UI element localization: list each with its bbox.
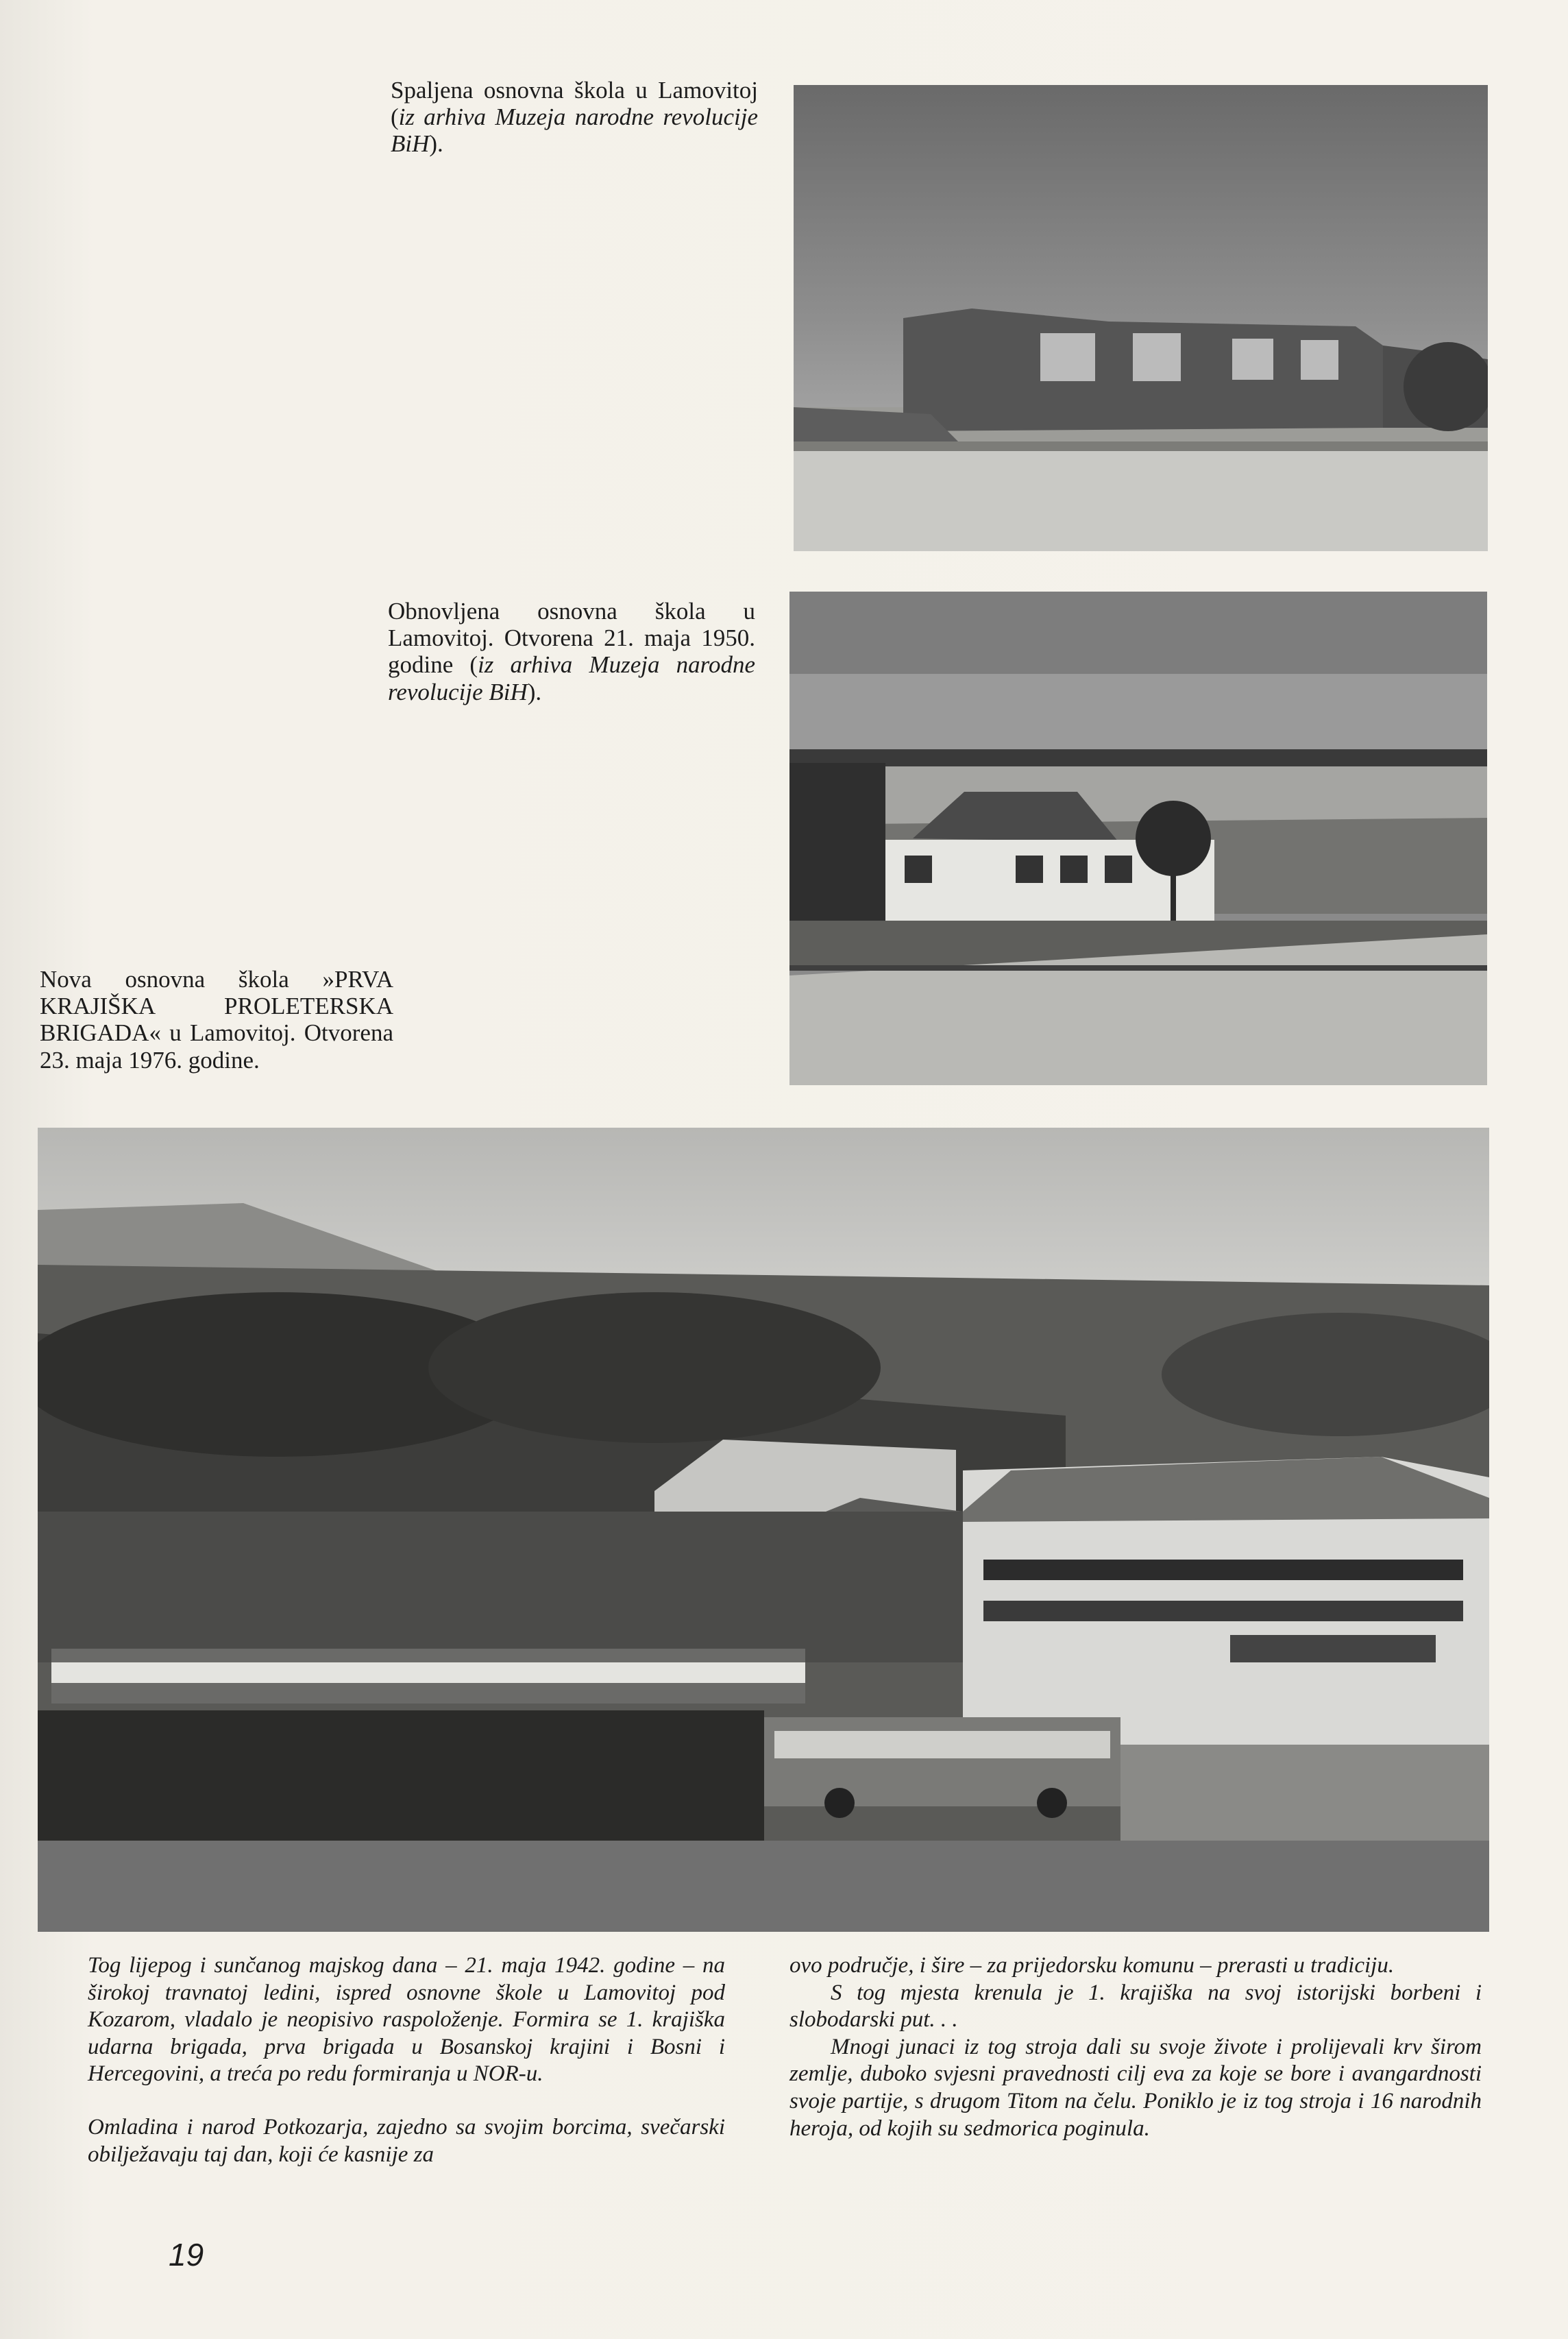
- photo-new-school: [38, 1128, 1489, 1932]
- body-column-left: [88, 1952, 725, 2168]
- caption-text: Obnovljena osnovna škola u Lamovitoj. Otvorena 21. maja 1950. godine (: [388, 598, 755, 679]
- paragraph: S tog mjesta krenula je 1. krajiška na svoj istorijski borbeni i slobodarski put. . .: [789, 1980, 1482, 2033]
- caption-end: ).: [429, 130, 443, 158]
- caption-rebuilt-school: [388, 598, 755, 705]
- caption-source: iz arhiva Muzeja narodne revolucije BiH: [391, 104, 758, 158]
- caption-end: ).: [527, 678, 542, 705]
- paragraph: Tog lijepog i sunčanog majskog dana – 21. maja 1942. godine – na širokoj travnatoj ledini, ispred osnovne škole u Lamovitoj pod Kozarom, vladalo je neopisivo raspoloženje. Formira se 1. krajiška udarna brigada, prva brigada u Bosanskoj krajini i Bosni i Hercegovini, a treća po redu formiranja u NOR-u.: [88, 1953, 725, 2087]
- page-number: 19: [169, 2237, 204, 2273]
- caption-new-school: [40, 966, 393, 1074]
- photo-rebuilt-school: [789, 592, 1487, 1085]
- photo-burned-school: [794, 85, 1488, 551]
- new-school-image: [38, 1128, 1489, 1932]
- paragraph: Omladina i narod Potkozarja, zajedno sa svojim borcima, svečarski obilježavaju taj dan, koji će kasnije za: [88, 2114, 725, 2167]
- caption-burned-school: [391, 77, 758, 158]
- burned-school-image: [794, 85, 1488, 551]
- caption-source: iz arhiva Muzeja narodne revolucije BiH: [388, 651, 755, 705]
- caption-text: Nova osnovna škola »PRVA KRAJIŠKA PROLETERSKA BRIGADA« u Lamovitoj. Otvorena 23. maja 1976. godine.: [40, 966, 393, 1074]
- paragraph: ovo područje, i šire – za prijedorsku komunu – prerasti u tradiciju.: [789, 1953, 1395, 1978]
- rebuilt-school-image: [789, 592, 1487, 1085]
- paragraph: Mnogi junaci iz tog stroja dali su svoje živote i prolijevali krv širom zemlje, duboko svjesni pravednosti cilj eva za koje se bore i avangardnosti svoje partije, s drugom Titom na čelu. Poniklo je iz tog stroja i 16 narodnih heroja, od kojih su sedmorica poginula.: [789, 2034, 1482, 2141]
- caption-text: Spaljena osnovna škola u Lamovitoj (: [391, 77, 758, 131]
- body-column-right: [789, 1952, 1482, 2142]
